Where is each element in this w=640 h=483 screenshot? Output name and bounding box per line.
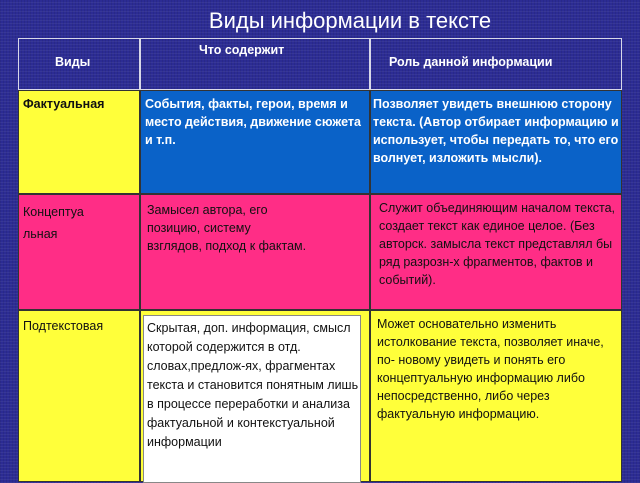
row2-content-cell xyxy=(140,194,370,310)
row1-role-cell xyxy=(370,90,622,194)
header-role xyxy=(370,38,622,90)
row3-type: Подтекстовая xyxy=(23,319,104,333)
row1-content-cell xyxy=(140,90,370,194)
header-role-label: Роль данной информации xyxy=(389,55,553,69)
row3-type-cell xyxy=(18,310,140,482)
row1-role: Позволяет увидеть внешнюю сторону текста. (Автор отбирает информацию и использует, чтобы передать то, что его волнует, изложить мысли). xyxy=(373,97,619,165)
header-types-label: Виды xyxy=(55,55,91,69)
row2-content: Замысел автора, его позицию, систему взглядов, подход к фактам. xyxy=(147,203,307,253)
row3-role-cell xyxy=(370,310,622,482)
row3-content-inner xyxy=(143,315,361,483)
page-title: Виды информации в тексте xyxy=(208,8,492,33)
header-content-label: Что содержит xyxy=(199,43,285,57)
row2-role: Служит объединяющим началом текста, создает текст как единое целое. (Без авторск. замысла текст представлял бы ряд разрозн-х фрагментов, фактов и событий). xyxy=(379,201,615,287)
row1-content: События, факты, герои, время и место действия, движение сюжета и т.п. xyxy=(145,97,361,147)
row1-type: Фактуальная xyxy=(23,97,105,111)
header-content xyxy=(140,38,370,90)
header-types xyxy=(18,38,140,90)
row1-type-cell xyxy=(18,90,140,194)
row3-content: Скрытая, доп. информация, смысл которой содержится в отд. словах,предлож-ях, фрагментах текста и становится понятным лишь в процессе переработки и анализа фактуальной и контекстуальной информации xyxy=(147,321,359,449)
row3-role: Может основательно изменить истолкование текста, позволяет иначе, по- новому увидеть и понять его концептуальную информацию либо непосредственно, либо через фактуальную информацию. xyxy=(377,317,604,421)
row2-type-cell xyxy=(18,194,140,310)
row2-role-cell xyxy=(370,194,622,310)
row3-content-cell xyxy=(140,310,370,482)
row2-type: Концептуальная xyxy=(23,205,84,241)
